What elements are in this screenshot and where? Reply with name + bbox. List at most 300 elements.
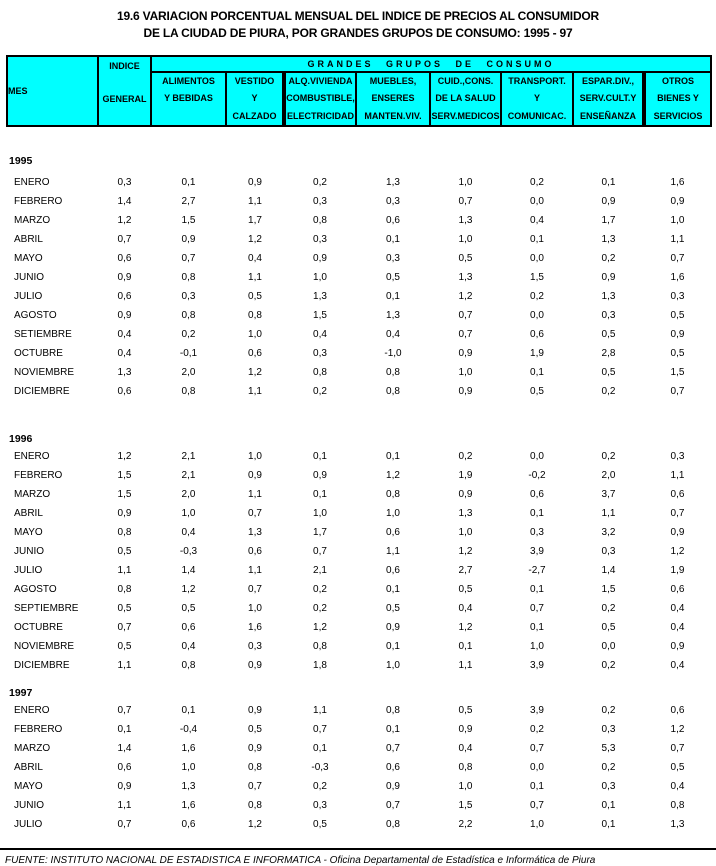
value-cell: 0,5	[181, 603, 196, 615]
month-label: JULIO	[14, 291, 43, 303]
value-cell: 0,3	[386, 253, 400, 265]
value-cell: 1,7	[313, 527, 327, 539]
value-cell: 0,4	[248, 253, 262, 265]
value-cell: 1,2	[458, 622, 473, 634]
value-cell: 1,2	[458, 291, 473, 303]
col-header-group-line: ALQ.VIVIENDA	[288, 76, 353, 86]
source-note: FUENTE: INSTITUTO NACIONAL DE ESTADISTICA E INFORMATICA - Oficina Departamental de Estadística e Informática de Piura	[0, 848, 716, 866]
value-cell: 1,4	[181, 565, 196, 577]
value-cell: 0,6	[248, 546, 262, 558]
value-cell: 1,3	[181, 781, 196, 793]
value-cell: 0,1	[601, 177, 616, 189]
value-cell: 1,2	[248, 819, 262, 831]
value-cell: 1,9	[530, 348, 544, 360]
value-cell: 0,7	[117, 622, 132, 634]
value-cell: 0,3	[601, 546, 616, 558]
value-cell: 2,7	[181, 196, 196, 208]
value-cell: 0,4	[670, 622, 685, 634]
value-cell: 1,1	[386, 546, 400, 558]
value-cell: 1,0	[458, 367, 473, 379]
value-cell: 1,0	[458, 781, 473, 793]
value-cell: 0,6	[386, 565, 400, 577]
value-cell: 1,2	[386, 470, 400, 482]
value-cell: 0,7	[248, 508, 262, 520]
value-cell: 1,0	[248, 603, 262, 615]
value-cell: 0,9	[670, 329, 685, 341]
value-cell: 0,7	[670, 508, 685, 520]
value-cell: 2,1	[181, 451, 196, 463]
value-cell: 3,2	[601, 527, 616, 539]
value-cell: 0,6	[530, 489, 544, 501]
value-cell: 2,1	[313, 565, 327, 577]
value-cell: 0,7	[117, 705, 132, 717]
value-cell: 0,2	[601, 451, 616, 463]
value-cell: 5,3	[601, 743, 616, 755]
value-cell: 0,1	[313, 489, 327, 501]
value-cell: 3,9	[530, 660, 544, 672]
value-cell: 1,1	[248, 489, 262, 501]
value-cell: 0,7	[313, 546, 327, 558]
value-cell: 1,0	[248, 329, 262, 341]
value-cell: 0,8	[386, 489, 400, 501]
value-cell: 0,3	[313, 348, 327, 360]
month-label: AGOSTO	[14, 310, 57, 322]
year-label: 1997	[9, 687, 33, 700]
value-cell: 0,1	[181, 705, 196, 717]
value-cell: 1,6	[670, 272, 685, 284]
month-label: FEBRERO	[14, 470, 63, 482]
month-row	[7, 523, 711, 542]
col-header-group-line: SERVICIOS	[653, 110, 703, 121]
col-header-group-line: ESPAR.DIV.,	[581, 76, 635, 86]
value-cell: 1,7	[248, 215, 262, 227]
value-cell: 0,2	[601, 762, 616, 774]
value-cell: 1,3	[670, 819, 685, 831]
spacer-row	[7, 401, 711, 421]
value-cell: 0,7	[248, 781, 262, 793]
month-label: ENERO	[14, 451, 50, 463]
value-cell: 1,4	[601, 565, 616, 577]
month-row	[7, 580, 711, 599]
col-header-group-line: ENSEÑANZA	[579, 110, 636, 121]
value-cell: 0,5	[313, 819, 327, 831]
value-cell: 0,8	[248, 310, 262, 322]
month-label: JUNIO	[14, 272, 44, 284]
value-cell: 1,6	[181, 743, 196, 755]
value-cell: 1,6	[248, 622, 262, 634]
value-cell: 1,2	[458, 546, 473, 558]
value-cell: 1,1	[117, 660, 132, 672]
value-cell: 1,1	[117, 565, 132, 577]
col-header-group	[151, 72, 226, 126]
value-cell: 0,5	[601, 367, 616, 379]
value-cell: 0,2	[601, 705, 616, 717]
value-cell: 0,8	[386, 367, 400, 379]
value-cell: 0,4	[670, 660, 685, 672]
value-cell: 0,4	[181, 641, 196, 653]
value-cell: 0,6	[386, 215, 400, 227]
month-row	[7, 656, 711, 675]
value-cell: 1,5	[117, 470, 132, 482]
value-cell: 0,0	[530, 253, 544, 265]
table-header	[7, 56, 711, 126]
value-cell: 0,9	[117, 310, 132, 322]
spacer-row	[7, 126, 711, 143]
value-cell: 1,0	[458, 234, 473, 246]
value-cell: -0,4	[179, 724, 198, 736]
value-cell: 0,6	[670, 489, 685, 501]
month-row	[7, 618, 711, 637]
month-row	[7, 325, 711, 344]
month-row	[7, 230, 711, 249]
col-header-group	[356, 72, 430, 126]
value-cell: 0,3	[670, 451, 685, 463]
value-cell: 0,9	[117, 508, 132, 520]
value-cell: 0,6	[117, 386, 132, 398]
col-header-group-line: SERV.MEDICOS	[431, 110, 500, 121]
value-cell: 0,1	[530, 622, 544, 634]
month-label: JUNIO	[14, 800, 44, 812]
value-cell: 1,1	[458, 660, 473, 672]
month-row	[7, 382, 711, 401]
month-row	[7, 268, 711, 287]
year-row	[7, 421, 711, 445]
value-cell: 0,5	[458, 584, 473, 596]
month-label: MAYO	[14, 781, 43, 793]
value-cell: 0,0	[530, 451, 544, 463]
value-cell: 0,9	[313, 470, 327, 482]
month-label: ENERO	[14, 705, 50, 717]
value-cell: 1,1	[248, 386, 262, 398]
month-row	[7, 466, 711, 485]
value-cell: 0,6	[530, 329, 544, 341]
value-cell: 0,1	[530, 234, 544, 246]
value-cell: -1,0	[384, 348, 402, 360]
value-cell: 1,6	[181, 800, 196, 812]
value-cell: 0,4	[313, 329, 327, 341]
value-cell: -0,1	[179, 348, 198, 360]
value-cell: 3,9	[530, 705, 544, 717]
value-cell: 0,9	[248, 743, 262, 755]
value-cell: 0,7	[117, 234, 132, 246]
value-cell: 0,5	[601, 622, 616, 634]
month-label: MARZO	[14, 215, 51, 227]
value-cell: 0,4	[181, 527, 196, 539]
value-cell: 0,7	[670, 743, 685, 755]
value-cell: 1,0	[670, 215, 685, 227]
month-row	[7, 211, 711, 230]
value-cell: 1,8	[313, 660, 327, 672]
value-cell: 1,1	[248, 565, 262, 577]
month-row	[7, 287, 711, 306]
col-header-group-line	[152, 108, 225, 125]
value-cell: 0,9	[601, 196, 616, 208]
month-label: JULIO	[14, 565, 43, 577]
month-label: FEBRERO	[14, 724, 63, 736]
col-header-group-line: MUEBLES,	[369, 76, 417, 86]
value-cell: 1,5	[530, 272, 544, 284]
month-row	[7, 739, 711, 758]
year-label: 1996	[9, 433, 33, 446]
value-cell: 0,1	[313, 451, 327, 463]
col-header-group-line: SERV.CULT.Y	[579, 93, 637, 104]
value-cell: 1,3	[117, 367, 132, 379]
month-label: NOVIEMBRE	[14, 367, 75, 379]
month-row	[7, 173, 711, 192]
value-cell: 0,1	[530, 508, 544, 520]
value-cell: 0,6	[248, 348, 262, 360]
value-cell: 1,3	[601, 234, 616, 246]
value-cell: 0,3	[313, 800, 327, 812]
value-cell: 0,9	[248, 177, 262, 189]
value-cell: 0,6	[117, 291, 132, 303]
value-cell: 0,7	[530, 800, 544, 812]
value-cell: 0,2	[601, 253, 616, 265]
value-cell: 1,2	[670, 546, 685, 558]
col-header-group-line: ENSERES	[371, 93, 415, 104]
group-banner: GRANDES GRUPOS DE CONSUMO	[151, 56, 711, 72]
value-cell: 1,3	[386, 177, 400, 189]
value-cell: 0,3	[313, 234, 327, 246]
value-cell: 0,2	[530, 177, 544, 189]
value-cell: 1,2	[117, 451, 132, 463]
value-cell: 1,2	[313, 622, 327, 634]
value-cell: 0,4	[530, 215, 544, 227]
month-row	[7, 192, 711, 211]
value-cell: 0,9	[458, 386, 473, 398]
value-cell: -0,2	[528, 470, 546, 482]
value-cell: 0,2	[313, 177, 327, 189]
indice-header-line2: GENERAL	[102, 94, 147, 104]
month-label: MARZO	[14, 489, 51, 501]
value-cell: 0,6	[670, 705, 685, 717]
value-cell: 0,6	[670, 584, 685, 596]
value-cell: 0,7	[181, 253, 196, 265]
value-cell: 0,1	[601, 800, 616, 812]
value-cell: 0,5	[117, 603, 132, 615]
col-header-group-line: CUID.,CONS.	[437, 76, 494, 86]
col-header-group-line: COMBUSTIBLE,	[286, 93, 355, 104]
value-cell: 0,4	[458, 603, 473, 615]
value-cell: 0,9	[386, 781, 400, 793]
month-row	[7, 504, 711, 523]
value-cell: 0,5	[670, 762, 685, 774]
value-cell: 2,8	[601, 348, 616, 360]
value-cell: 1,3	[458, 215, 473, 227]
value-cell: 0,1	[386, 641, 400, 653]
value-cell: 0,4	[670, 603, 685, 615]
value-cell: 0,7	[670, 253, 685, 265]
value-cell: 0,9	[601, 272, 616, 284]
value-cell: 1,0	[248, 451, 262, 463]
value-cell: 0,1	[530, 584, 544, 596]
value-cell: 1,3	[386, 310, 400, 322]
month-row	[7, 815, 711, 834]
col-header-group	[573, 72, 644, 126]
value-cell: 0,4	[458, 743, 473, 755]
col-header-group	[501, 72, 573, 126]
col-header-group-line: DE LA SALUD	[435, 93, 496, 104]
col-header-group-line: VESTIDO	[234, 76, 275, 86]
value-cell: 0,7	[386, 743, 400, 755]
value-cell: 0,8	[313, 641, 327, 653]
value-cell: 0,3	[530, 527, 544, 539]
value-cell: 0,8	[181, 660, 196, 672]
value-cell: 0,6	[386, 527, 400, 539]
value-cell: 0,3	[117, 177, 132, 189]
month-label: SETIEMBRE	[14, 329, 72, 341]
value-cell: 1,4	[117, 743, 132, 755]
col-header-group-line: CALZADO	[232, 110, 277, 121]
value-cell: 0,2	[181, 329, 196, 341]
value-cell: 0,9	[313, 253, 327, 265]
value-cell: 0,9	[458, 348, 473, 360]
value-cell: 0,5	[248, 291, 262, 303]
month-row	[7, 599, 711, 618]
value-cell: 0,2	[313, 386, 327, 398]
value-cell: 1,0	[458, 527, 473, 539]
value-cell: 0,3	[601, 310, 616, 322]
value-cell: 0,8	[248, 800, 262, 812]
year-row	[7, 675, 711, 699]
value-cell: 0,5	[601, 329, 616, 341]
value-cell: 0,3	[313, 196, 327, 208]
month-label: FEBRERO	[14, 196, 63, 208]
value-cell: 1,0	[181, 762, 196, 774]
month-label: NOVIEMBRE	[14, 641, 75, 653]
col-header-group-line: Y	[533, 93, 540, 104]
month-label: ENERO	[14, 177, 50, 189]
col-header-group-line: BIENES Y	[657, 93, 699, 104]
value-cell: 0,7	[530, 743, 544, 755]
value-cell: 1,2	[248, 234, 262, 246]
month-label: JUNIO	[14, 546, 44, 558]
value-cell: 0,2	[601, 603, 616, 615]
value-cell: 0,8	[117, 527, 132, 539]
value-cell: 0,1	[181, 177, 196, 189]
value-cell: 0,8	[386, 705, 400, 717]
col-header-group-line: Y BEBIDAS	[164, 93, 213, 104]
value-cell: 0,3	[181, 291, 196, 303]
value-cell: 0,8	[386, 819, 400, 831]
value-cell: 0,2	[458, 451, 473, 463]
value-cell: 0,6	[181, 622, 196, 634]
month-label: ABRIL	[14, 508, 43, 520]
month-row	[7, 447, 711, 466]
month-row	[7, 561, 711, 580]
value-cell: 2,0	[181, 367, 196, 379]
value-cell: 0,7	[670, 386, 685, 398]
value-cell: 0,5	[530, 386, 544, 398]
value-cell: -2,7	[528, 565, 546, 577]
month-label: OCTUBRE	[14, 622, 63, 634]
col-header-group	[644, 72, 711, 126]
value-cell: 1,5	[181, 215, 196, 227]
value-cell: 1,1	[313, 705, 327, 717]
value-cell: 1,0	[386, 508, 400, 520]
value-cell: 0,9	[248, 660, 262, 672]
value-cell: 0,1	[386, 584, 400, 596]
value-cell: 0,7	[313, 724, 327, 736]
value-cell: 1,1	[248, 196, 262, 208]
month-row	[7, 485, 711, 504]
value-cell: 1,1	[248, 272, 262, 284]
value-cell: 0,0	[530, 762, 544, 774]
value-cell: 1,0	[181, 508, 196, 520]
month-row	[7, 306, 711, 325]
value-cell: 0,2	[313, 781, 327, 793]
value-cell: 1,2	[670, 724, 685, 736]
col-header-group-line: Y	[251, 93, 258, 104]
value-cell: 0,3	[601, 724, 616, 736]
value-cell: 0,1	[530, 781, 544, 793]
value-cell: -0,3	[179, 546, 198, 558]
value-cell: 0,5	[248, 724, 262, 736]
value-cell: 1,5	[670, 367, 685, 379]
value-cell: 2,0	[181, 489, 196, 501]
value-cell: 0,3	[386, 196, 400, 208]
value-cell: 0,1	[313, 743, 327, 755]
month-row	[7, 758, 711, 777]
value-cell: 0,0	[530, 310, 544, 322]
value-cell: 0,7	[458, 196, 473, 208]
value-cell: 1,5	[601, 584, 616, 596]
value-cell: 0,5	[117, 641, 132, 653]
col-header-group-line: MANTEN.VIV.	[364, 110, 422, 121]
value-cell: 0,8	[181, 386, 196, 398]
year-row	[7, 143, 711, 167]
col-header-group-line: OTROS	[662, 76, 695, 86]
value-cell: 0,9	[248, 705, 262, 717]
value-cell: 0,9	[117, 781, 132, 793]
month-label: DICIEMBRE	[14, 386, 70, 398]
value-cell: 1,9	[458, 470, 473, 482]
value-cell: 1,3	[458, 508, 473, 520]
value-cell: 0,8	[386, 386, 400, 398]
value-cell: 0,9	[670, 196, 685, 208]
value-cell: 0,7	[386, 800, 400, 812]
value-cell: 1,1	[117, 800, 132, 812]
value-cell: 0,9	[670, 527, 685, 539]
col-header-group	[284, 72, 356, 126]
value-cell: 0,2	[313, 584, 327, 596]
value-cell: 0,8	[181, 272, 196, 284]
value-cell: 0,4	[117, 348, 132, 360]
value-cell: 0,5	[670, 348, 685, 360]
value-cell: 0,1	[386, 291, 400, 303]
value-cell: 0,3	[670, 291, 685, 303]
value-cell: 2,1	[181, 470, 196, 482]
value-cell: 0,7	[458, 329, 473, 341]
value-cell: 0,1	[601, 819, 616, 831]
value-cell: 1,0	[386, 660, 400, 672]
value-cell: 0,8	[313, 215, 327, 227]
month-row	[7, 344, 711, 363]
value-cell: 0,7	[458, 310, 473, 322]
value-cell: 0,9	[670, 641, 685, 653]
value-cell: 0,1	[117, 724, 132, 736]
col-header-group-line: TRANSPORT.	[508, 76, 566, 86]
value-cell: 1,0	[530, 819, 544, 831]
value-cell: 0,2	[601, 386, 616, 398]
col-header-indice-general	[98, 56, 151, 126]
value-cell: 0,4	[117, 329, 132, 341]
value-cell: 0,6	[386, 762, 400, 774]
value-cell: 1,3	[458, 272, 473, 284]
month-label: ABRIL	[14, 762, 43, 774]
value-cell: 0,5	[386, 603, 400, 615]
value-cell: 0,4	[386, 329, 400, 341]
